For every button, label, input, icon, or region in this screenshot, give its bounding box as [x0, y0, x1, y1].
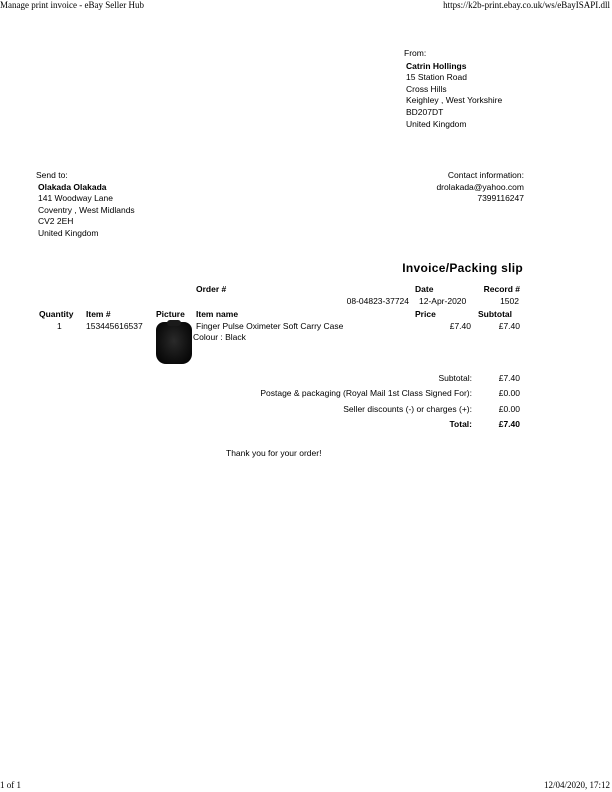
send-to-name: Olakada Olakada [38, 181, 107, 192]
from-line: 15 Station Road [406, 72, 467, 83]
col-price: Price [415, 309, 436, 319]
thank-you-message: Thank you for your order! [226, 448, 322, 458]
send-to-line: 141 Woodway Lane [38, 193, 113, 204]
date-label: Date [415, 284, 434, 294]
from-line: BD207DT [406, 106, 444, 117]
item-quantity: 1 [57, 321, 62, 331]
item-subtotal: £7.40 [498, 321, 520, 331]
product-thumbnail [156, 322, 192, 364]
total-label: Total: [449, 419, 472, 429]
print-header-title: Manage print invoice - eBay Seller Hub [0, 0, 144, 10]
print-datetime: 12/04/2020, 17:12 [543, 780, 610, 790]
from-address [404, 48, 502, 130]
order-number: 08-04823-37724 [346, 296, 409, 306]
item-number: 153445616537 [86, 321, 143, 331]
send-to-label: Send to: [36, 170, 68, 180]
send-to-line: CV2 2EH [38, 216, 74, 227]
print-page-count: 1 of 1 [0, 780, 21, 790]
subtotal-label: Subtotal: [438, 373, 472, 383]
col-quantity: Quantity [39, 309, 74, 319]
total-value: £7.40 [498, 419, 520, 429]
item-price: £7.40 [449, 321, 471, 331]
contact-information [436, 170, 524, 205]
from-line: Keighley , West Yorkshire [406, 95, 503, 106]
contact-email: drolakada@yahoo.com [436, 181, 524, 192]
print-header-url: https://k2b-print.ebay.co.uk/ws/eBayISAPI.dll [443, 0, 610, 10]
discount-label: Seller discounts (-) or charges (+): [343, 404, 472, 414]
col-picture: Picture [156, 309, 185, 319]
from-label: From: [404, 48, 427, 58]
col-item-name: Item name [196, 309, 239, 319]
item-name: Finger Pulse Oximeter Soft Carry Case [196, 321, 344, 331]
contact-phone: 7399116247 [477, 193, 524, 204]
from-name: Catrin Hollings [406, 60, 467, 71]
discount-value: £0.00 [498, 404, 520, 414]
invoice-title: Invoice/Packing slip [402, 261, 523, 275]
item-variation: Colour : Black [193, 332, 246, 342]
record-label: Record # [483, 284, 520, 294]
from-line: United Kingdom [406, 118, 467, 129]
order-number-label: Order # [196, 284, 227, 294]
from-line: Cross Hills [406, 83, 447, 94]
postage-label: Postage & packaging (Royal Mail 1st Class Signed For): [260, 388, 472, 398]
send-to-line: Coventry , West Midlands [38, 204, 135, 215]
contact-label: Contact information: [447, 170, 524, 180]
send-to-address [36, 170, 135, 240]
order-date: 12-Apr-2020 [419, 296, 467, 306]
subtotal-value: £7.40 [498, 373, 520, 383]
col-subtotal: Subtotal [478, 309, 512, 319]
record-number: 1502 [500, 296, 519, 306]
col-item-number: Item # [86, 309, 111, 319]
postage-value: £0.00 [498, 388, 520, 398]
send-to-line: United Kingdom [38, 227, 99, 238]
